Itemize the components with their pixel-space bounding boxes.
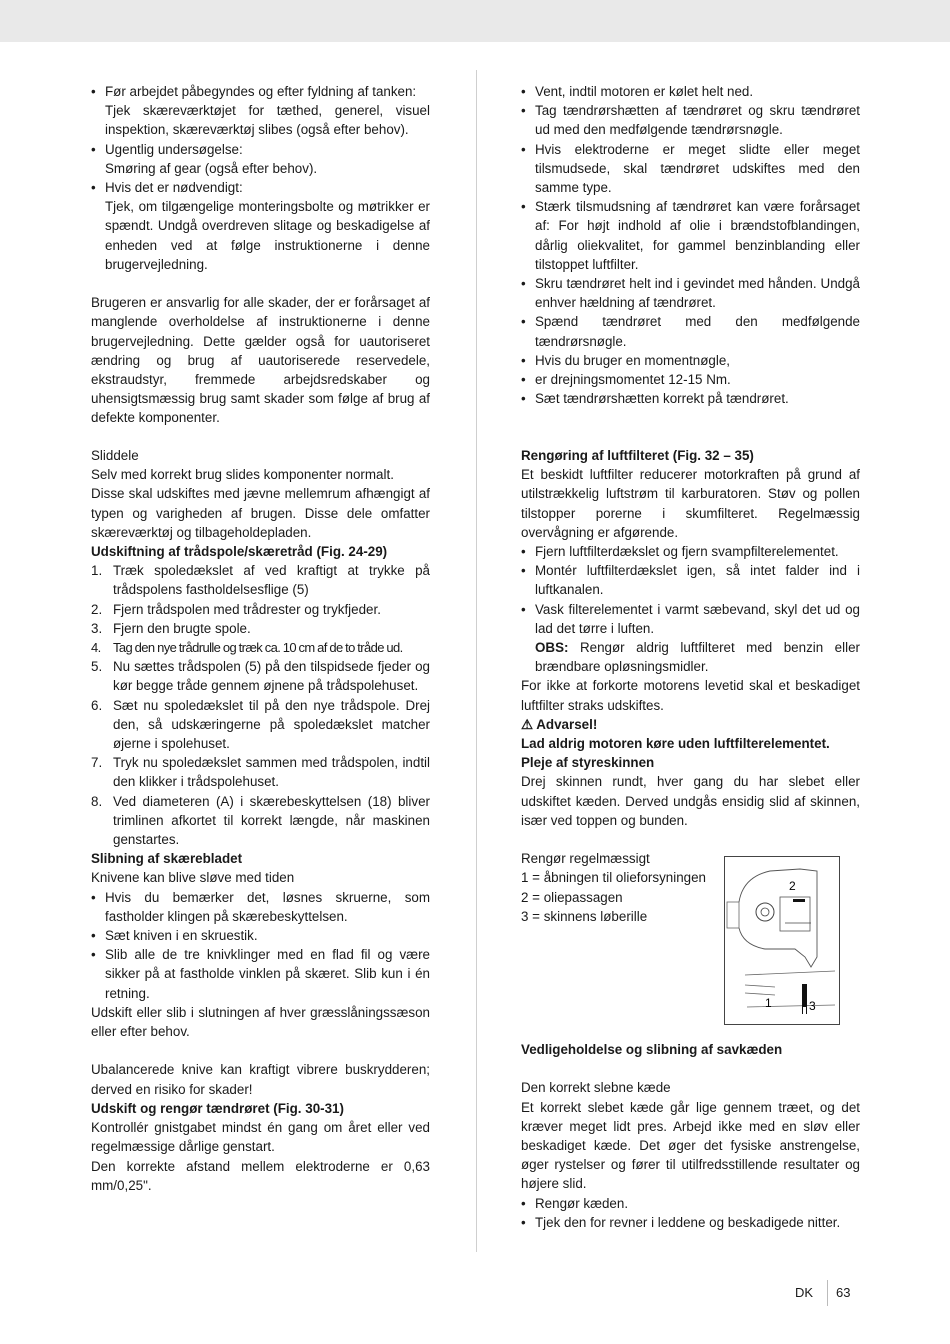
list-item-text: Tag tændrørshætten af tændrøret og skru tændrøret ud med den medfølgende tændrørsnøgle. xyxy=(535,103,860,138)
right-column-top xyxy=(521,82,860,408)
right-column-end xyxy=(521,1040,860,1232)
list-item xyxy=(521,389,860,408)
list-item-text: Hvis du bruger en momentnøgle, xyxy=(535,352,731,368)
list-item-title: • Før arbejdet påbegyndes og efter fyldning af tanken: xyxy=(105,84,417,99)
left-column-top xyxy=(91,82,430,428)
list-item xyxy=(521,1213,860,1232)
list-item-note xyxy=(535,638,860,676)
column-divider xyxy=(476,70,477,1252)
list-item xyxy=(521,101,860,139)
numbered-item xyxy=(91,561,430,599)
list-item xyxy=(91,82,430,140)
list-item-title: • Ugentlig undersøgelse: xyxy=(105,141,243,157)
section-heading: Lad aldrig motoren køre uden luftfilterelementet. xyxy=(521,736,830,752)
paragraph: 2 = oliepassagen xyxy=(521,889,623,905)
numbered-item xyxy=(91,638,430,657)
list-item-text: Spænd tændrøret med den medfølgende tændrørsnøgle. xyxy=(535,314,860,349)
bullet-list xyxy=(521,82,860,408)
figure-label-3: 3 xyxy=(809,999,816,1013)
footer-separator xyxy=(827,1280,828,1306)
paragraph: For ikke at forkorte motorens levetid skal et beskadiget luftfilter straks udskiftes. xyxy=(521,678,860,713)
section-heading: Rengøring af luftfilteret (Fig. 32 – 35) xyxy=(521,448,754,463)
list-item-text: Vask filterelementet i varmt sæbevand, skyl det ud og lad det tørre i luften. xyxy=(535,601,860,636)
numbered-item xyxy=(91,696,430,754)
list-item xyxy=(91,178,430,274)
list-item xyxy=(521,140,860,198)
list-item-text: Hvis elektroderne er meget slidte eller meget tilsmudsede, skal tændrøret udskiftes med den samme type. xyxy=(535,141,860,196)
paragraph: Knivene kan blive sløve med tiden xyxy=(91,870,295,886)
item-number: 6. xyxy=(91,697,103,713)
list-item xyxy=(521,600,860,677)
list-item-body: Tjek skæreværktøjet for tæthed, generel, visuel inspektion, skæreværktøj slibes (også efter behov). xyxy=(105,103,430,138)
list-item xyxy=(91,140,430,178)
warning-icon: ⚠ xyxy=(521,716,534,732)
list-item-text: Slib alle de tre knivklinger med en flad fil og være sikker på at fastholde vinklen på skæret. Slib kun i én retning. xyxy=(105,947,430,1001)
item-number: 7. xyxy=(91,755,103,771)
list-item-text: er drejningsmomentet 12-15 Nm. xyxy=(535,372,731,388)
list-item-text: Sæt kniven i en skruestik. xyxy=(105,928,258,944)
paragraph: Selv med korrekt brug slides komponenter normalt. xyxy=(91,467,394,483)
list-item xyxy=(91,926,430,945)
paragraph: Kontrollér gnistgabet mindst én gang om året eller ved regelmæssige dårlige genstart. xyxy=(91,1120,430,1155)
numbered-list xyxy=(91,561,430,849)
list-item-text: Montér luftfilterdækslet igen, så intet falder ind i luftkanalen. xyxy=(535,563,860,598)
figure-label-1: 1 xyxy=(765,996,772,1010)
section-heading: Udskift og rengør tændrøret (Fig. 30-31) xyxy=(91,1100,344,1116)
list-item xyxy=(521,274,860,312)
paragraph: Et korrekt slebet kæde går lige gennem træet, og det kræver meget lidt pres. Arbejd ikke med en sløv eller beskadiget kæde. Det øger det fysiske anstrengelse, øger rystelser og fører til utilfredsstillende resultater og højere slid. xyxy=(521,1099,860,1192)
paragraph: Sliddele xyxy=(91,448,139,463)
numbered-item xyxy=(91,753,430,791)
bullet-list xyxy=(91,82,430,274)
numbered-item xyxy=(91,600,430,619)
list-item xyxy=(521,82,860,101)
list-item-text: Stærk tilsmudsning af tændrøret kan være forårsaget af: For højt indhold af olie i brændstofblandingen, dårlig oliekvalitet, for gammel benzinblanding eller tilstoppet luftfilter. xyxy=(535,199,860,272)
section-heading: Pleje af styreskinnen xyxy=(521,755,655,771)
numbered-item xyxy=(91,619,430,638)
list-item-body: Tjek, om tilgængelige monteringsbolte og møtrikker er spændt. Undgå overdreven slitage og beskadigelse af enheden ved at følge instruktionerne i denne brugervejledning. xyxy=(105,199,430,272)
item-number: 8. xyxy=(91,793,103,809)
paragraph: 3 = skinnens løberille xyxy=(521,908,648,924)
item-text: Fjern trådspolen med trådrester og trykfjeder. xyxy=(113,601,381,617)
item-text: Ved diameteren (A) i skærebeskyttelsen (18) bliver trimlinen afkortet til korrekt længde, når maskinen genstartes. xyxy=(113,793,430,848)
paragraph: 1 = åbningen til olieforsyningen xyxy=(521,870,706,886)
list-item xyxy=(521,1194,860,1213)
item-text: Tryk nu spoledækslet sammen med trådspolen, indtil den klikker i trådspolehuset. xyxy=(113,755,430,790)
list-item xyxy=(91,945,430,1003)
item-number: 4. xyxy=(91,640,101,656)
guide-bar-figure xyxy=(724,856,840,1025)
list-item-title: • Hvis det er nødvendigt: xyxy=(105,180,243,196)
numbered-item xyxy=(91,657,430,695)
item-text: Træk spoledækslet af ved kraftigt at trykke på trådspolens fastholdelsesflige (5) xyxy=(113,563,430,598)
item-number: 5. xyxy=(91,659,103,675)
item-number: 2. xyxy=(91,601,103,617)
list-item xyxy=(521,197,860,274)
list-item-text: Rengør kæden. xyxy=(535,1195,629,1211)
note-text: Rengør aldrig luftfilteret med benzin eller brændbare opløsningsmidler. xyxy=(535,640,860,675)
bullet-list xyxy=(91,888,430,1003)
section-heading: Vedligeholdelse og slibning af savkæden xyxy=(521,1042,783,1057)
left-column-bottom xyxy=(91,446,430,1195)
figure-label-2: 2 xyxy=(789,879,796,893)
warning-heading xyxy=(521,715,860,734)
item-text: Nu sættes trådspolen (5) på den tilspidsede fjeder og kør begge tråde gennem øjnene på trådspolehuset. xyxy=(113,659,430,694)
item-number: 1. xyxy=(91,563,103,579)
list-item-text: Vent, indtil motoren er kølet helt ned. xyxy=(535,84,754,99)
right-column-bottom xyxy=(521,446,860,926)
paragraph: Drej skinnen rundt, hver gang du har slebet eller udskiftet kæden. Derved undgås ensidig slid af skinnen, især ved toppen og bunden. xyxy=(521,774,860,828)
paragraph: Den korrekte afstand mellem elektroderne er 0,63 mm/0,25". xyxy=(91,1158,430,1193)
list-item xyxy=(91,888,430,926)
item-text: Tag den nye trådrulle og træk ca. 10 cm af de to tråde ud. xyxy=(113,640,403,656)
list-item-text: Fjern luftfilterdækslet og fjern svampfilterelementet. xyxy=(535,544,839,560)
paragraph: Et beskidt luftfilter reducerer motorkraften på grund af utilstrækkelig luftstrøm til karburatoren. Støv og pollen tilstopper porerne i skumfilteret. Regelmæssig overvågning er afgørende. xyxy=(521,467,860,540)
item-text: Fjern den brugte spole. xyxy=(113,620,251,636)
list-item xyxy=(521,351,860,370)
list-item-text: Sæt tændrørshætten korrekt på tændrøret. xyxy=(535,391,789,407)
list-item-text: Hvis du bemærker det, løsnes skruerne, som fastholder klingen på skærebeskyttelsen. xyxy=(105,889,430,924)
paragraph: Brugeren er ansvarlig for alle skader, der er forårsaget af manglende overholdelse af instruktionerne i denne brugervejledning. Dette gælder også for uautoriseret ændring og brug af uautoriserede reservedele, ekstraudstyr, fremmede arbejdsredskaber og uhensigtsmæssig brug samt skader som følge af brug af defekte komponenter. xyxy=(91,295,430,426)
list-item xyxy=(521,370,860,389)
bullet-list xyxy=(521,1194,860,1232)
paragraph: Den korrekt slebne kæde xyxy=(521,1080,671,1096)
language-code: DK xyxy=(795,1285,814,1300)
section-heading: Udskiftning af trådspole/skæretråd (Fig. 24-29) xyxy=(91,544,388,560)
paragraph: Disse skal udskiftes med jævne mellemrum afhængigt af typen og varigheden af brugen. Disse dele omfatter skæreværktøj og tilbageholdepladen. xyxy=(91,486,430,540)
list-item xyxy=(521,542,860,561)
bullet-list xyxy=(521,542,860,676)
paragraph: Udskift eller slib i slutningen af hver græsslåningssæson eller efter behov. xyxy=(91,1004,430,1040)
warning-label: Advarsel! xyxy=(536,716,598,732)
list-item xyxy=(521,312,860,350)
paragraph: Ubalancerede knive kan kraftigt vibrere buskrydderen; derved en risiko for skader! xyxy=(91,1062,430,1097)
note-label: OBS: xyxy=(535,640,569,656)
list-item-body: Smøring af gear (også efter behov). xyxy=(105,160,318,176)
item-text: Sæt nu spoledækslet til på den nye trådspole. Drej den, så udskæringerne på spoledækslet matcher øjerne i spolehuset. xyxy=(113,697,430,752)
list-item-text: Skru tændrøret helt ind i gevindet med hånden. Undgå enhver hældning af tændrøret. xyxy=(535,276,860,311)
paragraph: Rengør regelmæssigt xyxy=(521,851,650,867)
list-item-text: Tjek den for revner i leddene og beskadigede nitter. xyxy=(535,1214,841,1230)
page-number: 63 xyxy=(836,1285,851,1300)
item-number: 3. xyxy=(91,620,103,636)
guide-bar-illustration xyxy=(725,857,839,1024)
numbered-item xyxy=(91,792,430,850)
top-band xyxy=(0,0,950,42)
page-footer xyxy=(795,1283,851,1302)
list-item xyxy=(521,561,860,599)
section-heading: Slibning af skærebladet xyxy=(91,851,243,867)
